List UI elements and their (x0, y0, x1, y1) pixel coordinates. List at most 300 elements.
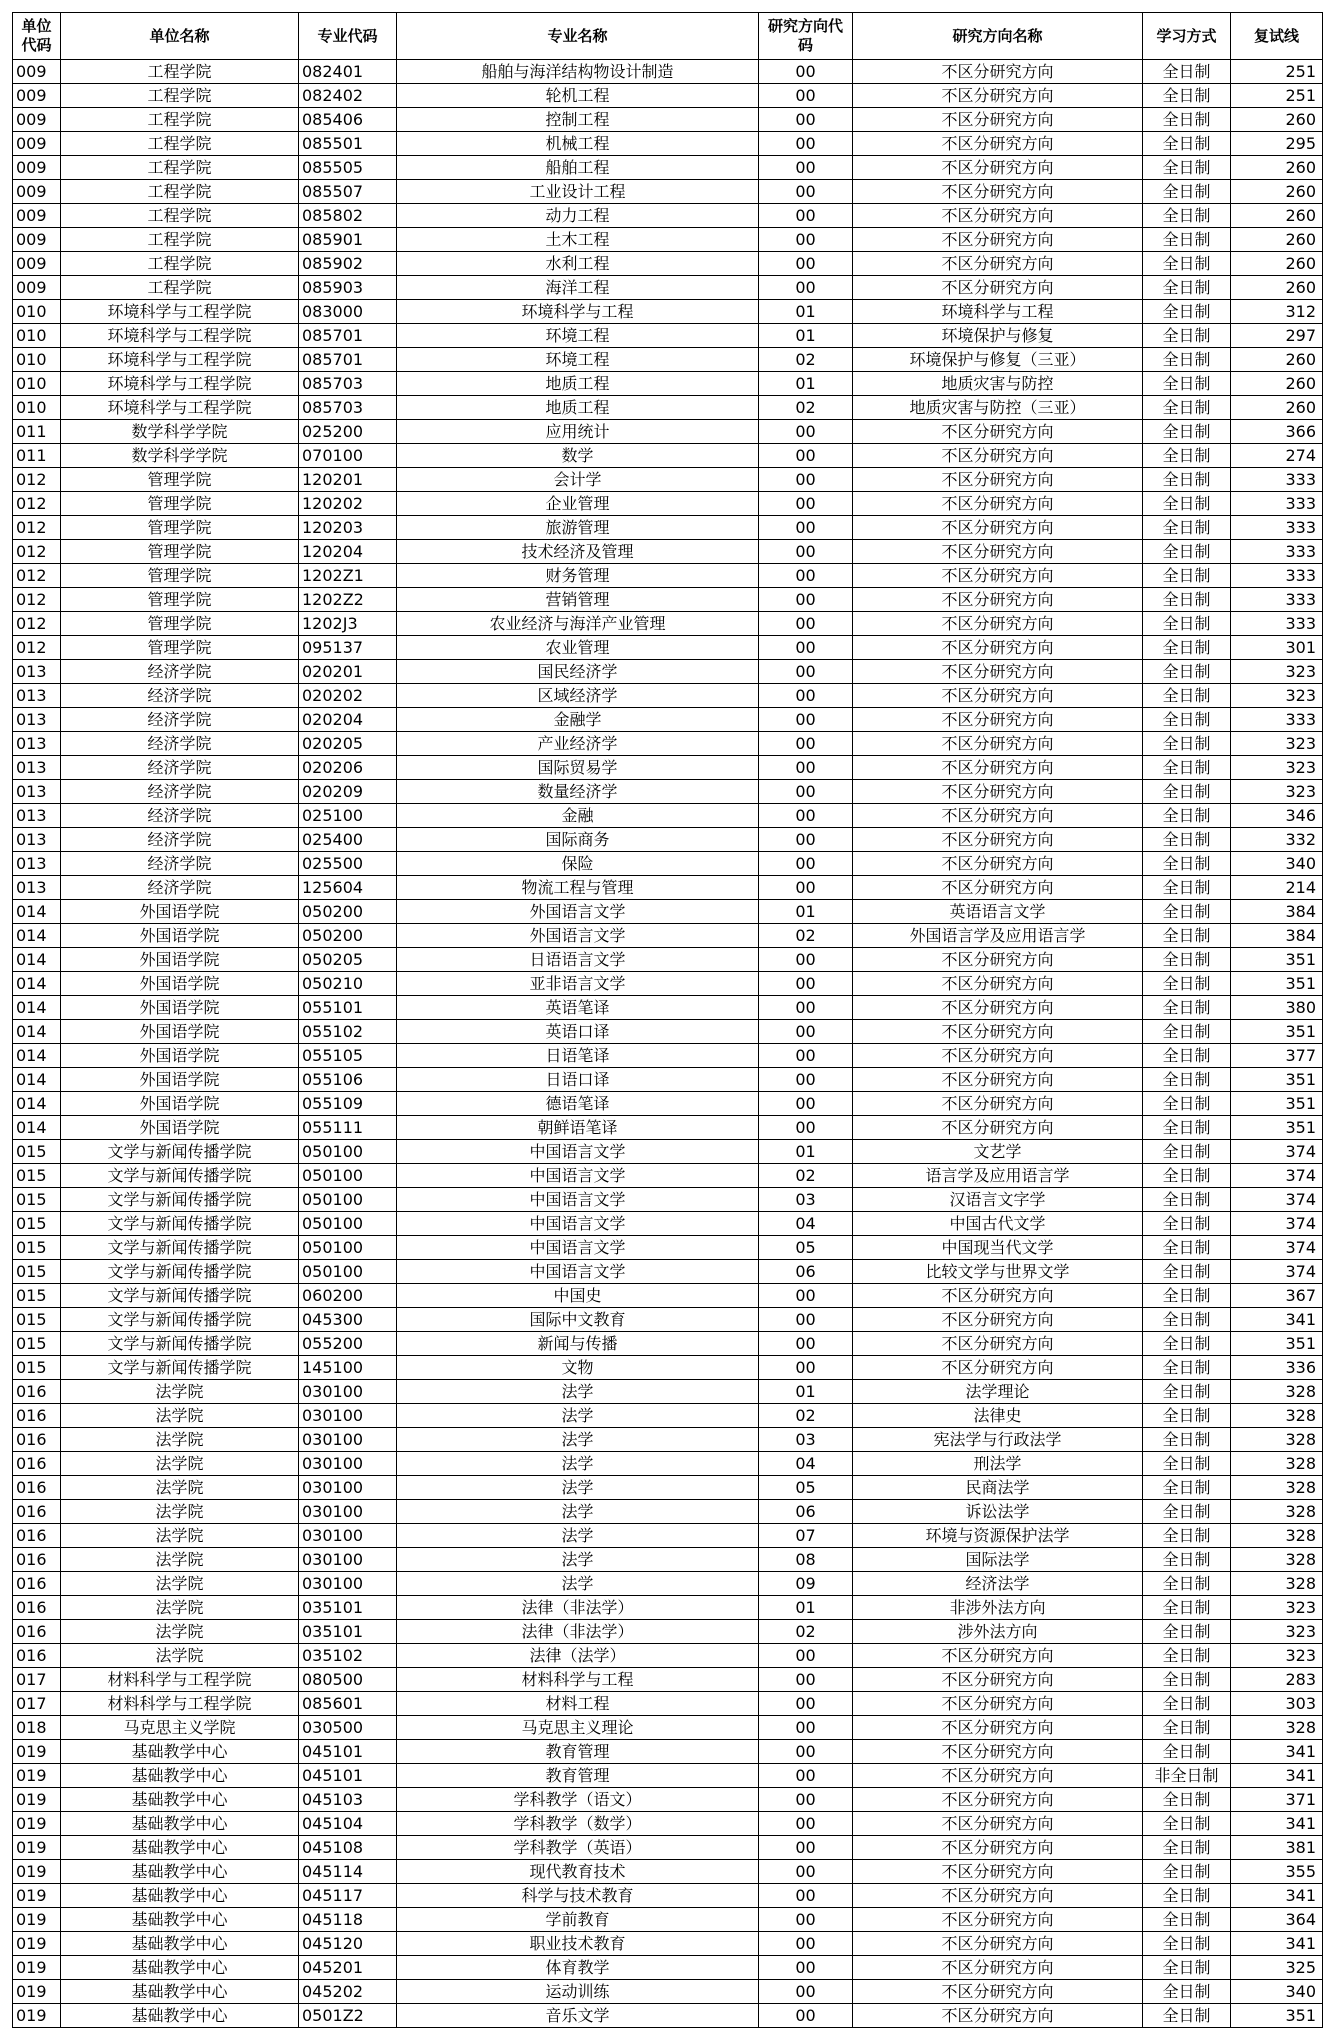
score-line-cell: 323 (1231, 660, 1323, 684)
unit-name-cell: 基础教学中心 (61, 1740, 299, 1764)
direction-code-cell: 00 (759, 660, 853, 684)
unit-name-cell: 材料科学与工程学院 (61, 1692, 299, 1716)
major-code-cell: 050205 (299, 948, 397, 972)
score-line-cell: 260 (1231, 396, 1323, 420)
unit-code-cell: 014 (13, 1044, 61, 1068)
table-row (13, 1908, 1323, 1932)
score-line-cell: 323 (1231, 732, 1323, 756)
unit-code-cell: 016 (13, 1452, 61, 1476)
study-mode-cell: 全日制 (1143, 324, 1231, 348)
direction-code-cell: 00 (759, 540, 853, 564)
major-code-cell: 055102 (299, 1020, 397, 1044)
unit-code-cell: 010 (13, 396, 61, 420)
major-name-cell: 德语笔译 (397, 1092, 759, 1116)
unit-code-cell: 015 (13, 1188, 61, 1212)
study-mode-cell: 全日制 (1143, 156, 1231, 180)
major-name-cell: 机械工程 (397, 132, 759, 156)
major-code-cell: 0501Z2 (299, 2004, 397, 2028)
major-name-cell: 文物 (397, 1356, 759, 1380)
major-code-cell: 030100 (299, 1500, 397, 1524)
major-name-cell: 法律（法学） (397, 1644, 759, 1668)
major-name-cell: 数学 (397, 444, 759, 468)
study-mode-cell: 全日制 (1143, 1596, 1231, 1620)
unit-name-cell: 管理学院 (61, 516, 299, 540)
score-line-cell: 323 (1231, 1620, 1323, 1644)
direction-name-cell: 不区分研究方向 (853, 732, 1143, 756)
score-line-cell: 351 (1231, 1068, 1323, 1092)
header-major-name: 专业名称 (397, 13, 759, 60)
direction-code-cell: 00 (759, 1932, 853, 1956)
study-mode-cell: 全日制 (1143, 852, 1231, 876)
score-line-cell: 341 (1231, 1812, 1323, 1836)
major-code-cell: 050200 (299, 900, 397, 924)
direction-code-cell: 00 (759, 1332, 853, 1356)
direction-name-cell: 不区分研究方向 (853, 660, 1143, 684)
major-name-cell: 学科教学（语文） (397, 1788, 759, 1812)
study-mode-cell: 全日制 (1143, 564, 1231, 588)
score-line-cell: 260 (1231, 372, 1323, 396)
study-mode-cell: 全日制 (1143, 1284, 1231, 1308)
score-line-cell: 323 (1231, 756, 1323, 780)
table-row (13, 756, 1323, 780)
header-score-line: 复试线 (1231, 13, 1323, 60)
table-row (13, 1260, 1323, 1284)
study-mode-cell: 全日制 (1143, 1692, 1231, 1716)
score-line-cell: 333 (1231, 468, 1323, 492)
study-mode-cell: 全日制 (1143, 924, 1231, 948)
major-code-cell: 045101 (299, 1740, 397, 1764)
unit-code-cell: 019 (13, 2004, 61, 2028)
score-line-cell: 351 (1231, 1020, 1323, 1044)
direction-code-cell: 06 (759, 1500, 853, 1524)
major-code-cell: 085903 (299, 276, 397, 300)
direction-name-cell: 不区分研究方向 (853, 1980, 1143, 2004)
score-line-cell: 377 (1231, 1044, 1323, 1068)
study-mode-cell: 全日制 (1143, 1908, 1231, 1932)
table-row (13, 1236, 1323, 1260)
major-name-cell: 学科教学（数学） (397, 1812, 759, 1836)
study-mode-cell: 全日制 (1143, 732, 1231, 756)
direction-code-cell: 00 (759, 1788, 853, 1812)
direction-code-cell: 02 (759, 924, 853, 948)
direction-code-cell: 00 (759, 492, 853, 516)
study-mode-cell: 全日制 (1143, 588, 1231, 612)
study-mode-cell: 全日制 (1143, 468, 1231, 492)
study-mode-cell: 全日制 (1143, 1212, 1231, 1236)
table-row (13, 588, 1323, 612)
major-name-cell: 外国语言文学 (397, 900, 759, 924)
unit-code-cell: 015 (13, 1164, 61, 1188)
major-code-cell: 085701 (299, 324, 397, 348)
unit-code-cell: 009 (13, 156, 61, 180)
score-table (12, 12, 1323, 2028)
direction-name-cell: 诉讼法学 (853, 1500, 1143, 1524)
table-row (13, 684, 1323, 708)
unit-name-cell: 法学院 (61, 1452, 299, 1476)
unit-name-cell: 法学院 (61, 1404, 299, 1428)
unit-code-cell: 014 (13, 972, 61, 996)
score-line-cell: 374 (1231, 1164, 1323, 1188)
study-mode-cell: 全日制 (1143, 1620, 1231, 1644)
table-row (13, 900, 1323, 924)
unit-code-cell: 019 (13, 1884, 61, 1908)
score-line-cell: 351 (1231, 1092, 1323, 1116)
study-mode-cell: 全日制 (1143, 276, 1231, 300)
unit-name-cell: 外国语学院 (61, 1020, 299, 1044)
score-line-cell: 260 (1231, 252, 1323, 276)
score-line-cell: 333 (1231, 612, 1323, 636)
study-mode-cell: 全日制 (1143, 1236, 1231, 1260)
unit-code-cell: 012 (13, 492, 61, 516)
major-code-cell: 085703 (299, 396, 397, 420)
major-name-cell: 法学 (397, 1428, 759, 1452)
major-code-cell: 045101 (299, 1764, 397, 1788)
major-code-cell: 025100 (299, 804, 397, 828)
direction-name-cell: 不区分研究方向 (853, 1860, 1143, 1884)
major-code-cell: 145100 (299, 1356, 397, 1380)
unit-name-cell: 文学与新闻传播学院 (61, 1284, 299, 1308)
major-name-cell: 金融学 (397, 708, 759, 732)
direction-code-cell: 00 (759, 1068, 853, 1092)
direction-code-cell: 00 (759, 420, 853, 444)
major-name-cell: 环境工程 (397, 324, 759, 348)
direction-code-cell: 01 (759, 900, 853, 924)
direction-code-cell: 03 (759, 1428, 853, 1452)
unit-name-cell: 外国语学院 (61, 1068, 299, 1092)
direction-code-cell: 07 (759, 1524, 853, 1548)
score-line-cell: 328 (1231, 1476, 1323, 1500)
direction-name-cell: 环境保护与修复（三亚） (853, 348, 1143, 372)
major-name-cell: 会计学 (397, 468, 759, 492)
direction-name-cell: 不区分研究方向 (853, 756, 1143, 780)
score-line-cell: 341 (1231, 1308, 1323, 1332)
unit-code-cell: 019 (13, 1980, 61, 2004)
major-name-cell: 技术经济及管理 (397, 540, 759, 564)
score-line-cell: 380 (1231, 996, 1323, 1020)
unit-code-cell: 016 (13, 1644, 61, 1668)
unit-code-cell: 019 (13, 1788, 61, 1812)
direction-code-cell: 00 (759, 1884, 853, 1908)
major-name-cell: 朝鲜语笔译 (397, 1116, 759, 1140)
study-mode-cell: 全日制 (1143, 372, 1231, 396)
header-unit-code: 单位代码 (13, 13, 61, 60)
unit-code-cell: 009 (13, 60, 61, 84)
unit-code-cell: 009 (13, 228, 61, 252)
study-mode-cell: 全日制 (1143, 252, 1231, 276)
major-name-cell: 法学 (397, 1404, 759, 1428)
direction-code-cell: 05 (759, 1236, 853, 1260)
study-mode-cell: 全日制 (1143, 1188, 1231, 1212)
direction-name-cell: 不区分研究方向 (853, 1332, 1143, 1356)
direction-name-cell: 不区分研究方向 (853, 2004, 1143, 2028)
major-code-cell: 025200 (299, 420, 397, 444)
unit-code-cell: 017 (13, 1692, 61, 1716)
major-name-cell: 国民经济学 (397, 660, 759, 684)
unit-name-cell: 经济学院 (61, 828, 299, 852)
unit-code-cell: 016 (13, 1620, 61, 1644)
direction-name-cell: 不区分研究方向 (853, 1884, 1143, 1908)
unit-name-cell: 外国语学院 (61, 1092, 299, 1116)
unit-name-cell: 经济学院 (61, 660, 299, 684)
unit-name-cell: 外国语学院 (61, 1116, 299, 1140)
unit-code-cell: 012 (13, 612, 61, 636)
major-code-cell: 030100 (299, 1428, 397, 1452)
score-line-cell: 367 (1231, 1284, 1323, 1308)
direction-name-cell: 不区分研究方向 (853, 684, 1143, 708)
major-name-cell: 法律（非法学） (397, 1596, 759, 1620)
score-line-cell: 371 (1231, 1788, 1323, 1812)
major-code-cell: 060200 (299, 1284, 397, 1308)
study-mode-cell: 全日制 (1143, 492, 1231, 516)
major-code-cell: 020205 (299, 732, 397, 756)
unit-name-cell: 基础教学中心 (61, 1956, 299, 1980)
score-line-cell: 328 (1231, 1548, 1323, 1572)
major-code-cell: 020202 (299, 684, 397, 708)
direction-code-cell: 00 (759, 804, 853, 828)
major-code-cell: 082402 (299, 84, 397, 108)
score-line-cell: 341 (1231, 1764, 1323, 1788)
direction-name-cell: 不区分研究方向 (853, 1020, 1143, 1044)
major-name-cell: 职业技术教育 (397, 1932, 759, 1956)
direction-code-cell: 00 (759, 1956, 853, 1980)
study-mode-cell: 全日制 (1143, 1116, 1231, 1140)
direction-code-cell: 06 (759, 1260, 853, 1284)
direction-name-cell: 不区分研究方向 (853, 276, 1143, 300)
table-row (13, 396, 1323, 420)
unit-code-cell: 016 (13, 1428, 61, 1452)
direction-name-cell: 不区分研究方向 (853, 492, 1143, 516)
direction-code-cell: 00 (759, 828, 853, 852)
direction-name-cell: 不区分研究方向 (853, 1068, 1143, 1092)
major-name-cell: 法学 (397, 1452, 759, 1476)
major-code-cell: 045201 (299, 1956, 397, 1980)
major-name-cell: 财务管理 (397, 564, 759, 588)
direction-code-cell: 01 (759, 300, 853, 324)
direction-code-cell: 01 (759, 1380, 853, 1404)
major-code-cell: 085406 (299, 108, 397, 132)
table-row (13, 1332, 1323, 1356)
score-line-cell: 297 (1231, 324, 1323, 348)
header-unit-name: 单位名称 (61, 13, 299, 60)
direction-code-cell: 00 (759, 60, 853, 84)
major-name-cell: 英语笔译 (397, 996, 759, 1020)
direction-code-cell: 00 (759, 276, 853, 300)
direction-name-cell: 不区分研究方向 (853, 852, 1143, 876)
score-line-cell: 333 (1231, 516, 1323, 540)
score-line-cell: 260 (1231, 156, 1323, 180)
score-line-cell: 260 (1231, 204, 1323, 228)
major-code-cell: 045120 (299, 1932, 397, 1956)
direction-name-cell: 不区分研究方向 (853, 60, 1143, 84)
major-name-cell: 控制工程 (397, 108, 759, 132)
study-mode-cell: 全日制 (1143, 1812, 1231, 1836)
major-name-cell: 法学 (397, 1380, 759, 1404)
unit-name-cell: 工程学院 (61, 180, 299, 204)
direction-code-cell: 00 (759, 732, 853, 756)
table-row (13, 972, 1323, 996)
direction-code-cell: 08 (759, 1548, 853, 1572)
major-name-cell: 企业管理 (397, 492, 759, 516)
study-mode-cell: 全日制 (1143, 228, 1231, 252)
major-code-cell: 055109 (299, 1092, 397, 1116)
table-row (13, 996, 1323, 1020)
unit-name-cell: 法学院 (61, 1548, 299, 1572)
study-mode-cell: 全日制 (1143, 972, 1231, 996)
major-code-cell: 045114 (299, 1860, 397, 1884)
major-name-cell: 水利工程 (397, 252, 759, 276)
unit-code-cell: 019 (13, 1932, 61, 1956)
direction-code-cell: 00 (759, 684, 853, 708)
study-mode-cell: 非全日制 (1143, 1764, 1231, 1788)
table-row (13, 1884, 1323, 1908)
score-line-cell: 374 (1231, 1140, 1323, 1164)
table-row (13, 1956, 1323, 1980)
score-line-cell: 351 (1231, 972, 1323, 996)
major-name-cell: 工业设计工程 (397, 180, 759, 204)
score-line-cell: 295 (1231, 132, 1323, 156)
unit-name-cell: 基础教学中心 (61, 1980, 299, 2004)
direction-name-cell: 英语语言文学 (853, 900, 1143, 924)
unit-code-cell: 014 (13, 924, 61, 948)
study-mode-cell: 全日制 (1143, 996, 1231, 1020)
unit-name-cell: 经济学院 (61, 684, 299, 708)
major-code-cell: 125604 (299, 876, 397, 900)
table-row (13, 1356, 1323, 1380)
direction-name-cell: 不区分研究方向 (853, 156, 1143, 180)
major-code-cell: 070100 (299, 444, 397, 468)
unit-code-cell: 013 (13, 804, 61, 828)
direction-code-cell: 02 (759, 1164, 853, 1188)
unit-name-cell: 法学院 (61, 1596, 299, 1620)
major-code-cell: 020201 (299, 660, 397, 684)
direction-code-cell: 00 (759, 468, 853, 492)
score-line-cell: 328 (1231, 1524, 1323, 1548)
unit-name-cell: 文学与新闻传播学院 (61, 1260, 299, 1284)
score-line-cell: 355 (1231, 1860, 1323, 1884)
table-row (13, 1020, 1323, 1044)
unit-code-cell: 011 (13, 420, 61, 444)
major-name-cell: 区域经济学 (397, 684, 759, 708)
table-row (13, 228, 1323, 252)
major-code-cell: 020209 (299, 780, 397, 804)
direction-code-cell: 00 (759, 1308, 853, 1332)
direction-name-cell: 汉语言文字学 (853, 1188, 1143, 1212)
major-code-cell: 083000 (299, 300, 397, 324)
major-code-cell: 085601 (299, 1692, 397, 1716)
major-name-cell: 新闻与传播 (397, 1332, 759, 1356)
major-name-cell: 材料科学与工程 (397, 1668, 759, 1692)
study-mode-cell: 全日制 (1143, 348, 1231, 372)
unit-name-cell: 工程学院 (61, 276, 299, 300)
score-line-cell: 340 (1231, 852, 1323, 876)
score-line-cell: 323 (1231, 1596, 1323, 1620)
unit-code-cell: 012 (13, 540, 61, 564)
unit-name-cell: 文学与新闻传播学院 (61, 1140, 299, 1164)
table-row (13, 204, 1323, 228)
direction-name-cell: 不区分研究方向 (853, 1764, 1143, 1788)
major-code-cell: 1202Z1 (299, 564, 397, 588)
direction-name-cell: 民商法学 (853, 1476, 1143, 1500)
direction-code-cell: 00 (759, 1092, 853, 1116)
table-row (13, 1716, 1323, 1740)
direction-name-cell: 不区分研究方向 (853, 1716, 1143, 1740)
table-row (13, 1140, 1323, 1164)
major-name-cell: 环境工程 (397, 348, 759, 372)
direction-name-cell: 不区分研究方向 (853, 1740, 1143, 1764)
table-row (13, 1572, 1323, 1596)
unit-code-cell: 012 (13, 468, 61, 492)
direction-code-cell: 09 (759, 1572, 853, 1596)
table-row (13, 1500, 1323, 1524)
major-code-cell: 050100 (299, 1260, 397, 1284)
major-code-cell: 085703 (299, 372, 397, 396)
major-code-cell: 120203 (299, 516, 397, 540)
major-code-cell: 030500 (299, 1716, 397, 1740)
study-mode-cell: 全日制 (1143, 780, 1231, 804)
direction-code-cell: 00 (759, 1644, 853, 1668)
direction-name-cell: 不区分研究方向 (853, 132, 1143, 156)
direction-name-cell: 不区分研究方向 (853, 1956, 1143, 1980)
unit-code-cell: 014 (13, 1020, 61, 1044)
score-line-cell: 374 (1231, 1236, 1323, 1260)
direction-name-cell: 环境与资源保护法学 (853, 1524, 1143, 1548)
unit-code-cell: 019 (13, 1812, 61, 1836)
unit-name-cell: 管理学院 (61, 564, 299, 588)
major-name-cell: 法学 (397, 1500, 759, 1524)
table-row (13, 180, 1323, 204)
score-line-cell: 364 (1231, 1908, 1323, 1932)
unit-code-cell: 013 (13, 852, 61, 876)
major-code-cell: 045118 (299, 1908, 397, 1932)
table-row (13, 1812, 1323, 1836)
major-code-cell: 035102 (299, 1644, 397, 1668)
table-row (13, 876, 1323, 900)
unit-code-cell: 009 (13, 252, 61, 276)
table-row (13, 492, 1323, 516)
unit-code-cell: 015 (13, 1140, 61, 1164)
direction-name-cell: 不区分研究方向 (853, 780, 1143, 804)
direction-name-cell: 中国现当代文学 (853, 1236, 1143, 1260)
unit-name-cell: 管理学院 (61, 588, 299, 612)
unit-code-cell: 016 (13, 1548, 61, 1572)
score-line-cell: 333 (1231, 492, 1323, 516)
major-name-cell: 学前教育 (397, 1908, 759, 1932)
unit-name-cell: 管理学院 (61, 636, 299, 660)
score-line-cell: 374 (1231, 1260, 1323, 1284)
score-line-cell: 328 (1231, 1572, 1323, 1596)
study-mode-cell: 全日制 (1143, 876, 1231, 900)
table-row (13, 1428, 1323, 1452)
direction-name-cell: 外国语言学及应用语言学 (853, 924, 1143, 948)
table-row (13, 852, 1323, 876)
unit-name-cell: 外国语学院 (61, 924, 299, 948)
direction-code-cell: 00 (759, 1812, 853, 1836)
major-name-cell: 国际贸易学 (397, 756, 759, 780)
major-name-cell: 环境科学与工程 (397, 300, 759, 324)
direction-name-cell: 刑法学 (853, 1452, 1143, 1476)
score-line-cell: 333 (1231, 540, 1323, 564)
unit-name-cell: 基础教学中心 (61, 1836, 299, 1860)
unit-code-cell: 009 (13, 84, 61, 108)
direction-code-cell: 00 (759, 444, 853, 468)
table-row (13, 1932, 1323, 1956)
table-row (13, 252, 1323, 276)
table-row (13, 1740, 1323, 1764)
unit-code-cell: 015 (13, 1212, 61, 1236)
unit-name-cell: 工程学院 (61, 228, 299, 252)
major-name-cell: 中国语言文学 (397, 1164, 759, 1188)
unit-name-cell: 工程学院 (61, 132, 299, 156)
